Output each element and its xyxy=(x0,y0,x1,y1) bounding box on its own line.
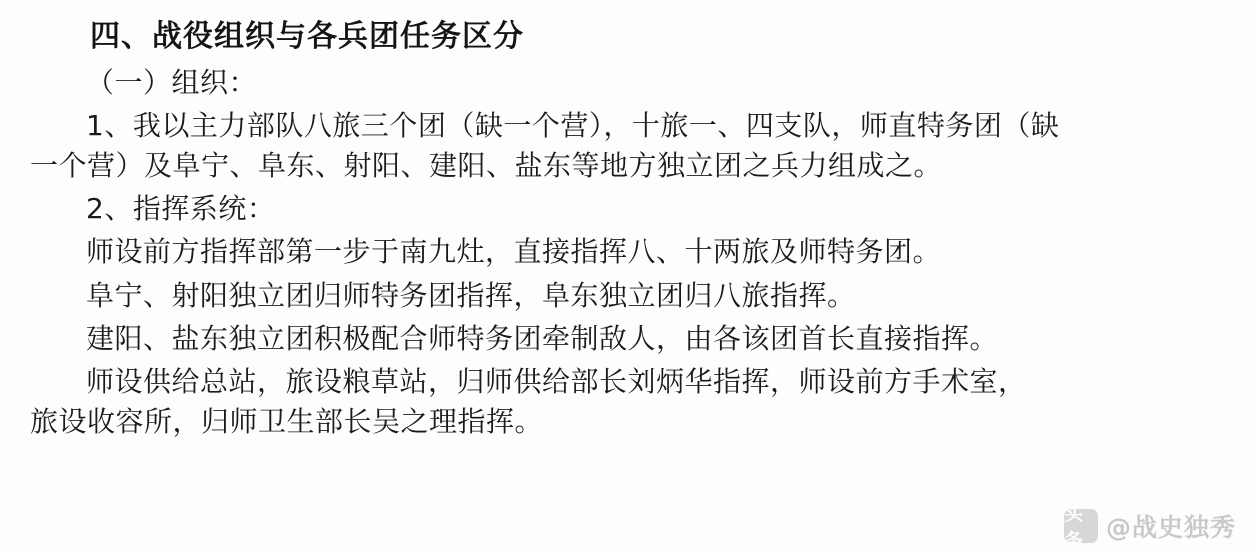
section-heading: 四、战役组织与各兵团任务区分 xyxy=(90,19,524,54)
paragraph-item-1-line-1: 1、我以主力部队八旅三个团（缺一个营），十旅一、四支队，师直特务团（缺 xyxy=(86,108,1060,142)
paragraph-item-2-sub-2: 阜宁、射阳独立团归师特务团指挥，阜东独立团归八旅指挥。 xyxy=(86,278,856,312)
toutiao-logo-icon: 头条 xyxy=(1064,509,1098,543)
document-body xyxy=(30,18,1228,441)
paragraph-item-2-sub-4-line-1: 师设供给总站，旅设粮草站，归师供给部长刘炳华指挥，师设前方手术室， xyxy=(86,365,1027,399)
watermark xyxy=(1063,503,1236,552)
watermark-label: @战史独秀 xyxy=(1105,513,1236,542)
paragraph-section-org: （一）组织： xyxy=(86,65,258,99)
paragraph-item-2-sub-4-line-2: 旅设收容所，归师卫生部长吴之理指挥。 xyxy=(30,405,544,439)
paragraph-item-2-sub-3: 建阳、盐东独立团积极配合师特务团牵制敌人，由各该团首长直接指挥。 xyxy=(86,321,999,355)
paragraph-item-2-sub-1: 师设前方指挥部第一步于南九灶，直接指挥八、十两旅及师特务团。 xyxy=(86,235,942,269)
paragraph-item-2: 2、指挥系统： xyxy=(86,192,276,226)
paragraph-item-1-line-2: 一个营）及阜宁、阜东、射阳、建阳、盐东等地方独立团之兵力组成之。 xyxy=(30,148,943,182)
